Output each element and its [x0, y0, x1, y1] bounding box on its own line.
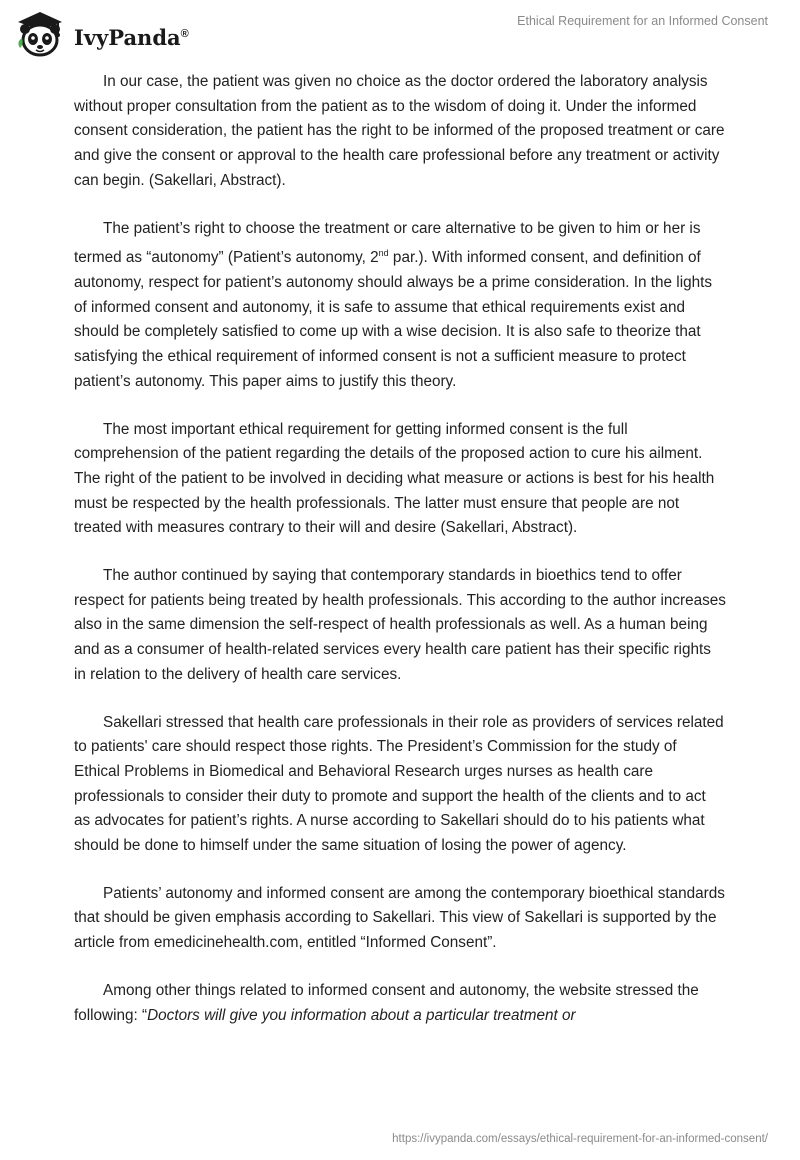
paragraph-4: The author continued by saying that contemporary standards in bioethics tend to offer respect for patients being treated by health professionals. This according to the author increases also in the same dimension the self-respect of health professionals as well. As a human being and as a consumer of health-related services every health care patient has their specific rights in relation to the delivery of health care services. — [74, 567, 726, 683]
quoted-italic-text: Doctors will give you information about a particular treatment or — [147, 1006, 576, 1024]
registered-mark: ® — [180, 28, 189, 40]
superscript-ordinal: nd — [378, 248, 389, 259]
brand-logo[interactable] — [14, 8, 189, 65]
paragraph-6: Patients’ autonomy and informed consent are among the contemporary bioethical standards that should be given emphasis according to Sakellari. This view of Sakellari is supported by the article from emedicinehealth.com, entitled “Informed Consent”. — [74, 884, 725, 952]
source-url[interactable]: https://ivypanda.com/essays/ethical-requirement-for-an-informed-consent/ — [392, 1133, 768, 1145]
paragraph-2: The patient’s right to choose the treatment or care alternative to be given to him or her is termed as “autonomy” (Patient’s autonomy, 2nd par.). With informed consent, and definition of autonomy, respect for patient’s autonomy should always be a prime consideration. In the lights of informed consent and autonomy, it is safe to assume that ethical requirements exist and should be completely satisfied to come up with a wise decision. It is also safe to theorize that satisfying the ethical requirement of informed consent is not a sufficient measure to protect patient’s autonomy. This paper aims to justify this theory. — [74, 219, 713, 390]
essay-body — [74, 70, 726, 1051]
document-title: Ethical Requirement for an Informed Consent — [517, 14, 768, 28]
panda-graduate-logo-icon — [14, 8, 66, 65]
paragraph-5: Sakellari stressed that health care professionals in their role as providers of services related to patients' care should respect those rights. The President’s Commission for the study of Ethical Problems in Biomedical and Behavioral Research urges nurses as health care professionals to consider their duty to promote and support the health of the clients and to act as advocates for patient’s rights. A nurse according to Sakellari should do to his patients what should be done to himself under the same situation of losing the power of agency. — [74, 713, 724, 855]
brand-name: IvyPanda® — [74, 25, 189, 50]
paragraph-1: In our case, the patient was given no choice as the doctor ordered the laboratory analysis without proper consultation from the patient as to the wisdom of doing it. Under the informed consent consideration, the patient has the right to be informed of the proposed treatment or care and give the consent or approval to the health care professional before any treatment or activity can begin. (Sakellari, Abstract). — [74, 73, 725, 189]
paragraph-3: The most important ethical requirement for getting informed consent is the full comprehension of the patient regarding the details of the proposed action to cure his ailment. The right of the patient to be involved in deciding what measure or actions is best for his health must be respected by the health professionals. The latter must ensure that people are not treated with measures contrary to their will and desire (Sakellari, Abstract). — [74, 420, 715, 537]
page-header — [0, 0, 800, 64]
paragraph-7: Among other things related to informed consent and autonomy, the website stressed the following: “Doctors will give you information about a particular treatment or — [74, 981, 699, 1024]
